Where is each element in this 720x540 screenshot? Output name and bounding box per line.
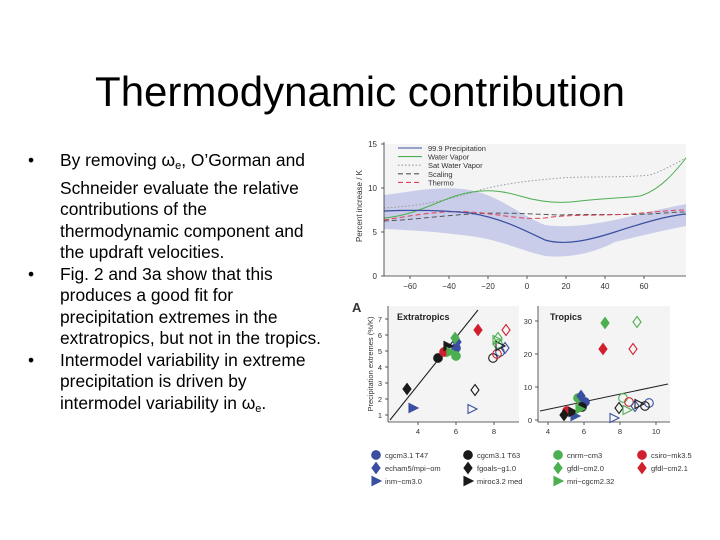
model-legend-label: mri−cgcm2.32 (567, 477, 615, 486)
model-legend-label: cnrm−cm3 (567, 451, 603, 460)
top-x-tick-label: −20 (481, 282, 495, 291)
top-y-ticks (368, 140, 384, 281)
extratropics-title: Extratropics (397, 312, 450, 322)
extratropics-x-ticks (416, 422, 496, 436)
top-y-tick-label: 10 (368, 184, 377, 193)
top-x-tick-label: 0 (524, 282, 530, 291)
top-x-tick-label: −60 (403, 282, 417, 291)
model-legend-marker (372, 477, 381, 486)
tropics-x-tick-label: 10 (651, 427, 661, 436)
extratropics-panel (366, 306, 519, 436)
tropics-x-tick-label: 6 (581, 427, 587, 436)
model-legend-marker (554, 477, 563, 486)
model-legend-label: echam5/mpi−om (385, 464, 441, 473)
legend-label: Thermo (428, 178, 454, 188)
model-legend-marker (554, 451, 563, 460)
extratropics-x-tick-label: 4 (415, 427, 421, 436)
top-x-tick-label: 20 (561, 282, 571, 291)
tropics-x-tick-label: 8 (617, 427, 623, 436)
tropics-y-tick-label: 30 (523, 317, 532, 326)
model-legend-marker (464, 477, 473, 486)
tropics-y-tick-label: 0 (527, 416, 532, 425)
extratropics-y-ticks (378, 315, 388, 420)
extratropics-y-tick-label: 3 (377, 379, 382, 388)
panel-label: A (352, 300, 362, 315)
model-legend-label: csiro−mk3.5 (651, 451, 692, 460)
bullet-marker: • (28, 349, 35, 370)
model-legend-marker (464, 463, 472, 474)
legend-label: Sat Water Vapor (428, 161, 483, 171)
tropics-title: Tropics (550, 312, 583, 322)
tropics-x-tick-label: 4 (545, 427, 551, 436)
model-legend-label: cgcm3.1 T63 (477, 451, 521, 460)
top-y-tick-label: 0 (372, 272, 377, 281)
bullet-marker: • (28, 263, 35, 284)
tropics-y-ticks (524, 317, 538, 425)
bullet-list (28, 150, 328, 420)
extratropics-y-tick-label: 6 (377, 331, 382, 340)
bullet-marker: • (28, 150, 35, 170)
tropics-y-tick-label: 20 (523, 350, 532, 359)
tropics-x-ticks (546, 422, 660, 436)
tropics-y-tick-label: 10 (523, 383, 532, 392)
bullet-item: • Intermodel variability in extreme precipitation is driven by intermodel variability in $\omega_e$. (28, 349, 306, 415)
model-legend-label: gfdl−cm2.0 (567, 464, 604, 473)
legend-label: Scaling (428, 169, 453, 179)
extratropics-y-tick-label: 4 (377, 363, 382, 372)
model-legend-marker (372, 463, 380, 474)
model-legend-label: cgcm3.1 T47 (385, 451, 429, 460)
model-legend-label: gfdl−cm2.1 (651, 464, 688, 473)
model-legend-label: miroc3.2 med (477, 477, 523, 486)
extratropics-x-tick-label: 6 (453, 427, 459, 436)
top-x-tick-label: 40 (600, 282, 610, 291)
top-y-label: Percent increase / K (355, 169, 364, 243)
bullet-item: • By removing $\omega_e$, O’Gorman and Schneider evaluate the relative contributions of the thermodynamic component and the updraft velocities. (28, 150, 305, 262)
extratropics-background (388, 306, 519, 422)
extratropics-x-tick-label: 8 (491, 427, 497, 436)
model-legend-marker (372, 451, 381, 460)
extratropics-y-tick-label: 1 (377, 411, 382, 420)
top-x-tick-label: 60 (639, 282, 649, 291)
top-x-ticks (403, 276, 649, 291)
legend-label: 99.9 Precipitation (428, 144, 486, 153)
model-legend-label: fgoals−g1.0 (477, 464, 516, 473)
extratropics-y-label: Precipitation extremes (%/K) (366, 316, 375, 412)
model-legend-marker (638, 463, 646, 474)
slide-title: Thermodynamic contribution (95, 68, 625, 115)
extratropics-y-tick-label: 5 (377, 347, 382, 356)
model-legend-marker (464, 451, 473, 460)
top-y-tick-label: 15 (368, 140, 377, 149)
tropics-panel (524, 306, 670, 436)
extratropics-y-tick-label: 7 (377, 315, 382, 324)
model-legend-marker (638, 451, 647, 460)
scientific-figure (340, 130, 700, 495)
top-panel (355, 140, 686, 291)
legend-label: Water Vapor (428, 152, 470, 162)
top-x-tick-label: −40 (442, 282, 456, 291)
top-y-tick-label: 5 (372, 228, 377, 237)
model-legend-marker (554, 463, 562, 474)
extratropics-y-tick-label: 2 (377, 395, 382, 404)
model-legend-label: inm−cm3.0 (385, 477, 422, 486)
bullet-item: • Fig. 2 and 3a show that this produces a good fit for precipitation extremes in the extratropics, but not in the tropics. (28, 263, 321, 348)
model-legend (372, 451, 692, 486)
